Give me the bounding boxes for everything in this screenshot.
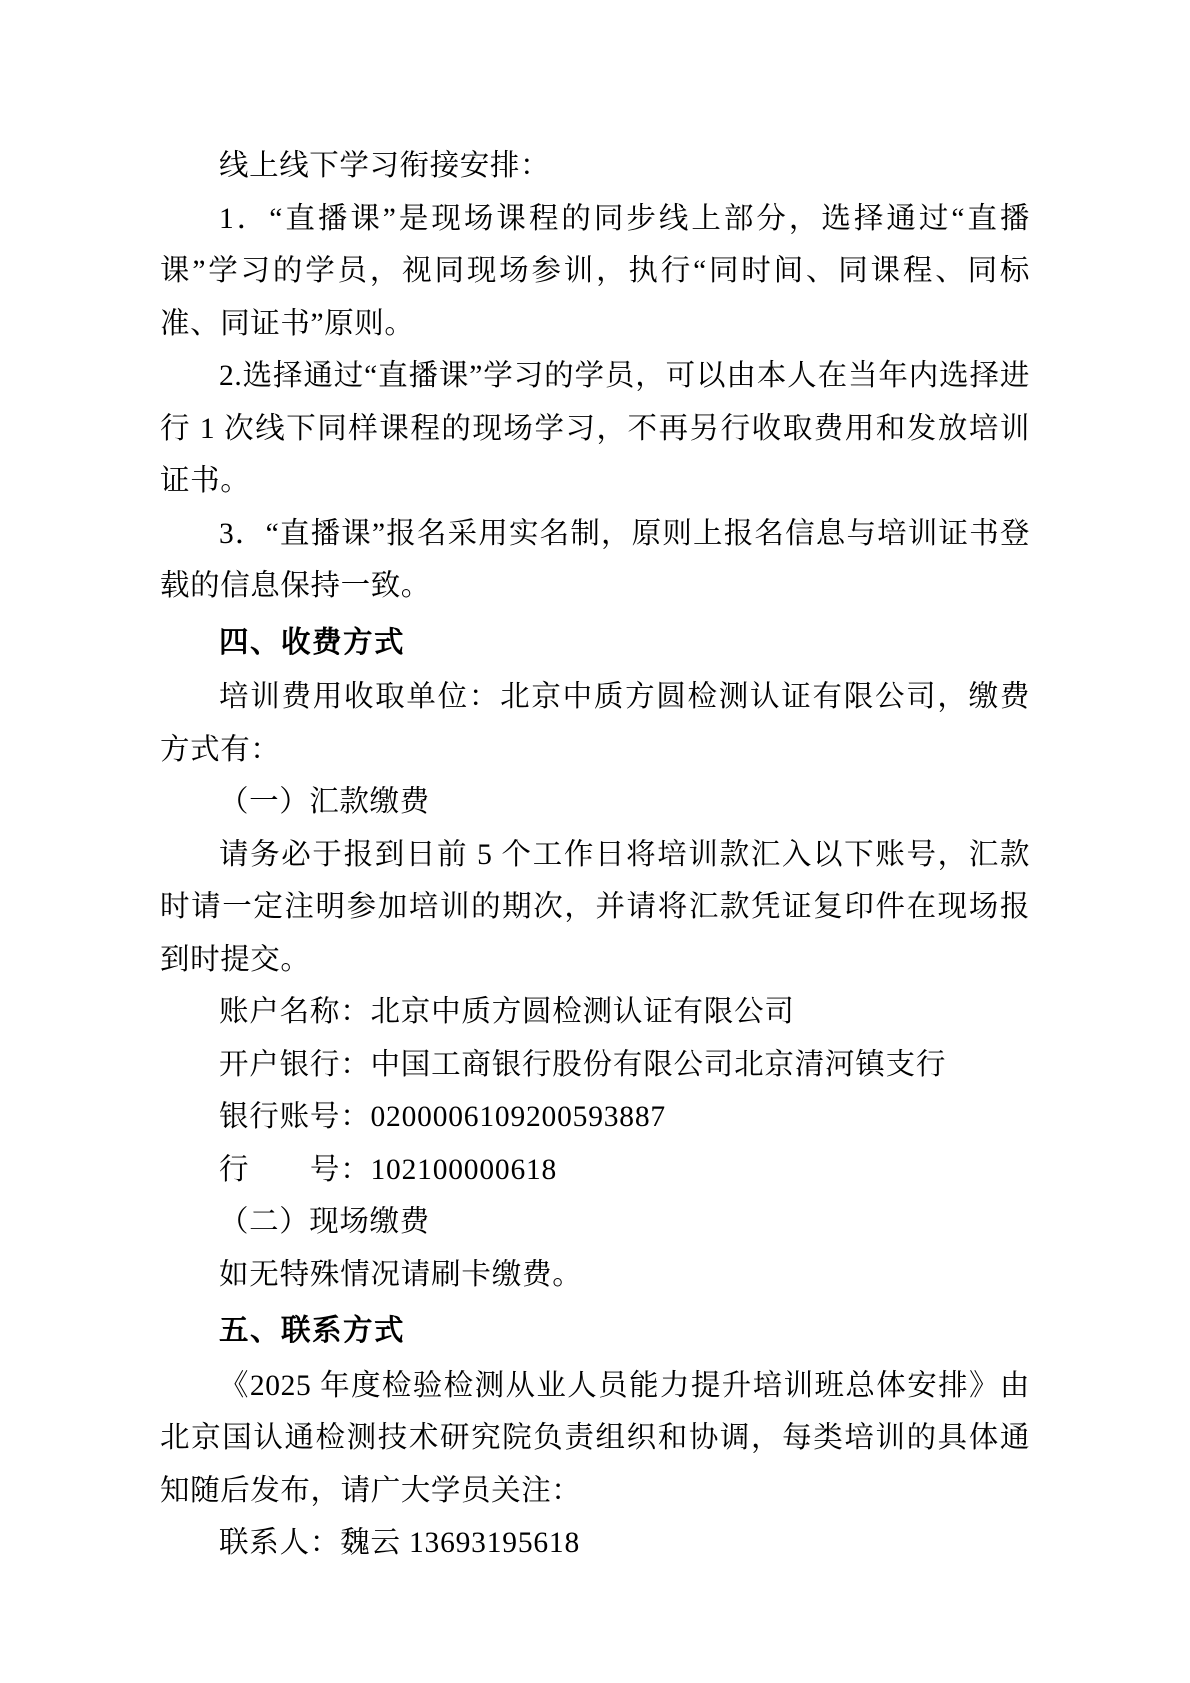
paragraph-fee-unit: 培训费用收取单位：北京中质方圆检测认证有限公司，缴费方式有： bbox=[160, 681, 1030, 766]
paragraph-item-1: 1．“直播课”是现场课程的同步线上部分，选择通过“直播课”学习的学员，视同现场参训，执行“同时间、同课程、同标准、同证书”原则。 bbox=[160, 202, 1030, 340]
paragraph-item-2: 2.选择通过“直播课”学习的学员，可以由本人在当年内选择进行 1 次线下同样课程的现场学习，不再另行收取费用和发放培训证书。 bbox=[160, 360, 1030, 497]
account-name-line: 账户名称：北京中质方圆检测认证有限公司 bbox=[219, 996, 795, 1028]
document-body bbox=[160, 140, 1030, 1570]
contact-person-line: 联系人：魏云 13693195618 bbox=[219, 1527, 581, 1559]
subsection-heading-two: （二）现场缴费 bbox=[219, 1206, 430, 1238]
paragraph-item-3: 3．“直播课”报名采用实名制，原则上报名信息与培训证书登载的信息保持一致。 bbox=[160, 517, 1030, 602]
subsection-heading-one: （一）汇款缴费 bbox=[219, 786, 430, 818]
bank-name-line: 开户银行：中国工商银行股份有限公司北京清河镇支行 bbox=[219, 1048, 947, 1081]
bank-account-line: 银行账号：0200006109200593887 bbox=[219, 1101, 666, 1133]
paragraph-remittance-note: 请务必于报到日前 5 个工作日将培训款汇入以下账号，汇款时请一定注明参加培训的期次，并请将汇款凭证复印件在现场报到时提交。 bbox=[160, 838, 1030, 976]
section-heading-four: 四、收费方式 bbox=[219, 626, 406, 659]
section-heading-five: 五、联系方式 bbox=[219, 1315, 406, 1347]
bank-code-line: 行 号：102100000618 bbox=[219, 1153, 558, 1186]
paragraph-onsite-note: 如无特殊情况请刷卡缴费。 bbox=[219, 1258, 583, 1291]
paragraph-intro: 线上线下学习衔接安排： bbox=[219, 150, 551, 182]
paragraph-contact-note: 《2025 年度检验检测从业人员能力提升培训班总体安排》由北京国认通检测技术研究院负责组织和协调，每类培训的具体通知随后发布，请广大学员关注： bbox=[160, 1369, 1030, 1507]
